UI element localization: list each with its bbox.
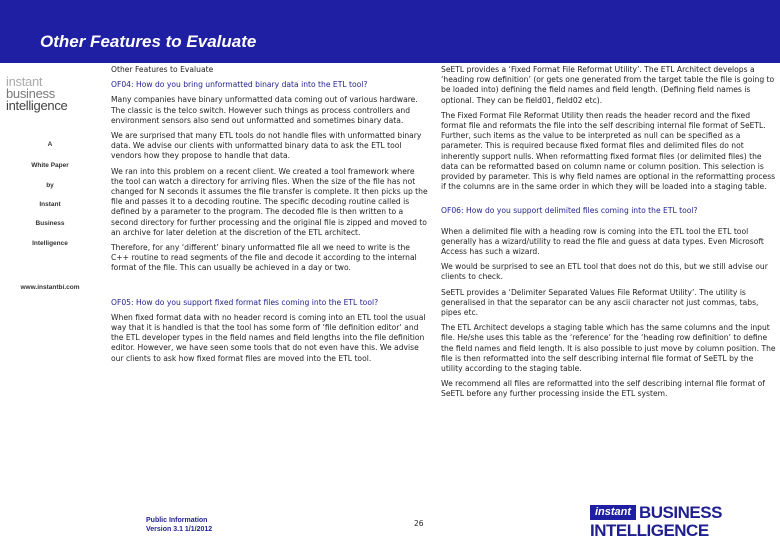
- left-column: [111, 65, 429, 369]
- sidebar-website: www.instantbi.com: [20, 284, 80, 291]
- page-number: 26: [414, 519, 424, 528]
- footer-public-info: Public Information: [146, 517, 208, 524]
- sidebar-logo: [6, 76, 96, 112]
- page-title: Other Features to Evaluate: [40, 32, 257, 51]
- question-of04: OF04: How do you bring unformatted binary data into the ETL tool?: [111, 80, 368, 90]
- banner-underline: [0, 61, 780, 63]
- paragraph: SeETL provides a ‘Delimiter Separated Values File Reformat Utility’. The utility is generalised in that the separator can be any ascii character not just commas, tabs, pipes etc.: [441, 287, 759, 318]
- sidebar-line-business: Business: [35, 220, 65, 227]
- paragraph: The ETL Architect develops a staging table which has the same columns and the input file. He/she uses this table as the ‘reference’ for the ‘heading row definition’ to define the field names and field length. It is also possible to just move by column position. The file is then reformatted into the self describing internal file format of SeETL by the utility according to the staging table.: [441, 323, 776, 374]
- footer-info: [146, 516, 212, 534]
- logo-word-business: business: [6, 86, 55, 101]
- footer-version: Version 3.1 1/1/2012: [146, 526, 213, 533]
- paragraph: SeETL provides a ‘Fixed Format File Reformat Utility’. The ETL Architect develops a ‘heading row definition’ (or gets one generated from the target table the file is going to be loaded into) defining the field names and field length. (Defining field names is optional. They can be field01, field02 etc).: [441, 65, 775, 105]
- sidebar-line-white-paper: White Paper: [31, 162, 69, 169]
- logo-word-intelligence: intelligence: [6, 98, 68, 113]
- question-of06: OF06: How do you support delimited files coming into the ETL tool?: [441, 206, 698, 216]
- paragraph: Many companies have binary unformatted data coming out of various hardware. The classic is the telco switch. However such things as process controllers and environment sensors also send out unformatted and sometimes binary data.: [111, 95, 418, 125]
- sidebar-line-a: A: [47, 141, 53, 148]
- sidebar-line-intelligence: Intelligence: [32, 240, 68, 247]
- brand-intelligence: INTELLIGENCE: [590, 521, 709, 540]
- paragraph: When a delimited file with a heading row is coming into the ETL tool the ETL tool generally has a wizard/utility to read the file and guess at data types. Even Microsoft Access has such a wizard.: [441, 226, 764, 257]
- paragraph: We would be surprised to see an ETL tool that does not do this, but we still advise our clients to check.: [441, 262, 768, 282]
- sidebar-line-by: by: [46, 182, 54, 189]
- logo-word-instant: instant: [6, 74, 43, 89]
- paragraph: We recommend all files are reformatted into the self describing internal file format of SeETL before any further processing inside the ETL system.: [441, 379, 765, 399]
- paragraph: We are surprised that many ETL tools do not handle files with unformatted binary data. We advise our clients with unformatted binary data to ask the ETL tool vendors how they propose to handle that data.: [111, 131, 422, 161]
- right-column: [441, 65, 777, 405]
- paragraph: When fixed format data with no header record is coming into an ETL tool the usual way that it is handled is that the tool has some form of ‘file definition editor’ and the ETL developer types in the field names and field lengths into the file definition editor. However, we have seen some tools that do not even have this. We advise our clients to ask how fixed format files are moved into the ETL tool.: [111, 312, 426, 363]
- brand-logo: [590, 503, 780, 540]
- paragraph: Therefore, for any ‘different’ binary unformatted file all we need to write is the C++ routine to read segments of the file and decode it according to the internal format of the file. This can usually be achieved in a day or two.: [111, 243, 417, 273]
- section-heading: Other Features to Evaluate: [111, 65, 214, 74]
- brand-business: BUSINESS: [639, 503, 722, 522]
- sidebar-line-instant: Instant: [39, 201, 61, 208]
- title-banner: [0, 0, 780, 62]
- paragraph: We ran into this problem on a recent client. We created a tool framework where the tool can watch a directory for arriving files. When the size of the file has not changed for N seconds it assumes the file transfer is complete. It then picks up the file and passes it to a decoding routine. The specific decoding routine called is defined by a parameter to the program. The decoded file is then written to a second directory for further processing and the original file is zipped and moved to an archive for later deletion at the discretion of the ETL architect.: [111, 166, 428, 237]
- brand-instant: instant: [590, 505, 636, 520]
- question-of05: OF05: How do you support fixed format files coming into the ETL tool?: [111, 297, 379, 307]
- paragraph: The Fixed Format File Reformat Utility then reads the header record and the fixed format file and reformats the file into the self describing internal file format of SeETL. Further, such items as the value to be interpreted as null can be specified as a parameter. This is required because fixed format files and delimited files do not inherently support nulls. When reformatting fixed format files (or delimited files) the data can be reformatted based on column name or column position. This selection is provided by parameter. This is why field names are optional in the reformatting process if the columns are in the same order in which they will be loaded into a staging table.: [441, 110, 776, 192]
